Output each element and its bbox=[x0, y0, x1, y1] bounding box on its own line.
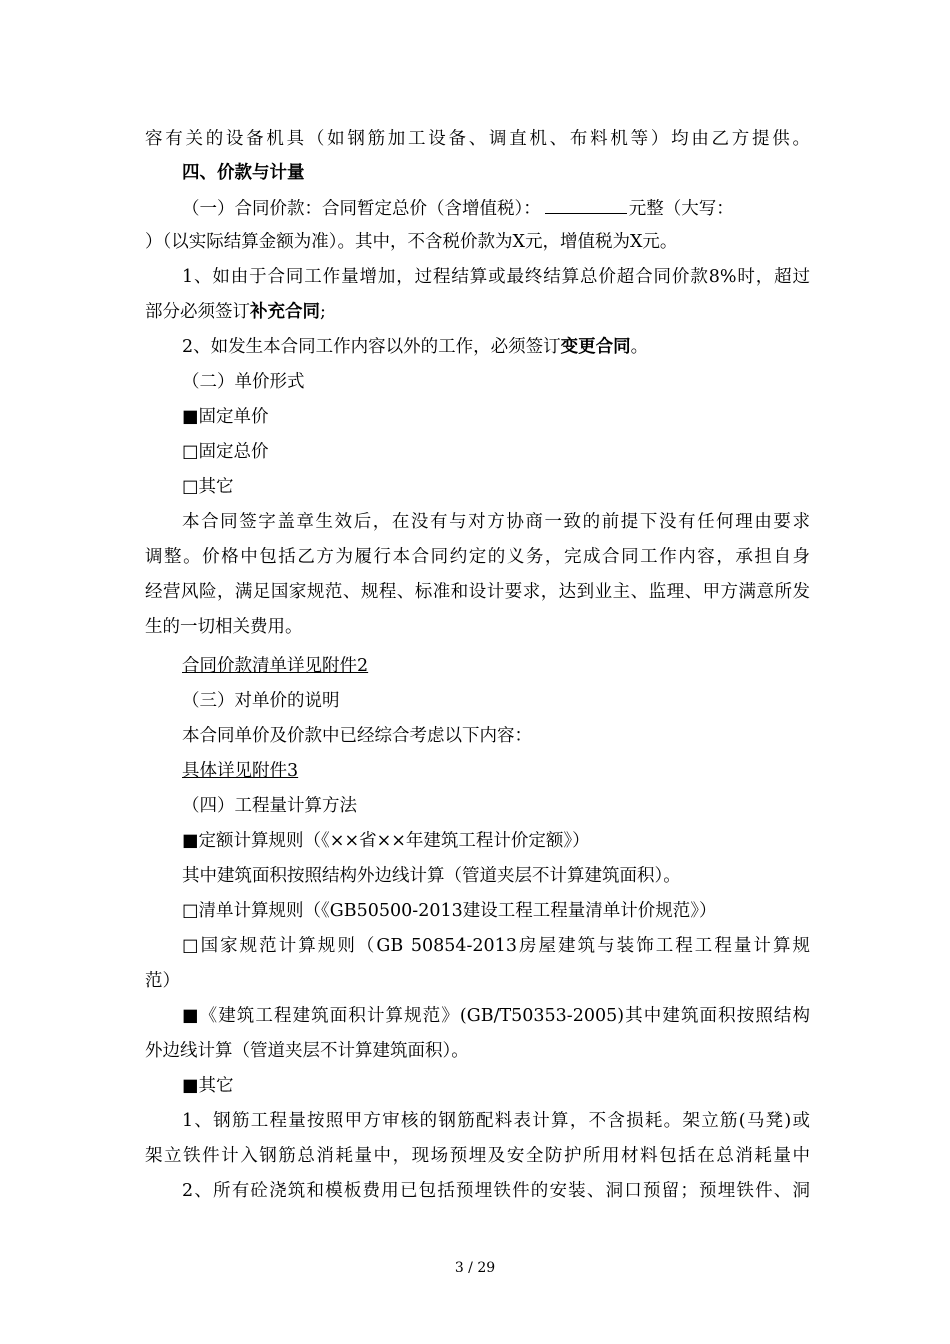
appendix-reference: 具体详见附件3 bbox=[182, 761, 299, 781]
checkbox-option-checked: ■《建筑工程建筑面积计算规范》(GB/T50353-2005)其中建筑面积按照结构 bbox=[182, 1006, 810, 1026]
section-heading: 四、价款与计量 bbox=[182, 163, 305, 183]
appendix-reference: 合同价款清单详见附件2 bbox=[182, 656, 369, 676]
text-line: 2、所有砼浇筑和模板费用已包括预埋铁件的安装、洞口预留；预埋铁件、洞 bbox=[182, 1181, 810, 1201]
checkbox-option: □其它 bbox=[182, 477, 234, 497]
text-line: 调整。价格中包括乙方为履行本合同约定的义务，完成合同工作内容，承担自身 bbox=[145, 547, 810, 567]
text-line: 经营风险，满足国家规范、规程、标准和设计要求，达到业主、监理、甲方满意所发 bbox=[145, 582, 810, 602]
text-span: 部分必须签订 bbox=[145, 302, 250, 322]
text-line bbox=[145, 301, 810, 323]
text-line: ）（以实际结算金额为准）。其中，不含税价款为X元，增值税为X元。 bbox=[145, 232, 678, 252]
text-span: 。 bbox=[630, 337, 649, 357]
text-line: 生的一切相关费用。 bbox=[145, 617, 303, 637]
text-line bbox=[182, 336, 810, 358]
text-line: 容有关的设备机具（如钢筋加工设备、调直机、布料机等）均由乙方提供。 bbox=[145, 129, 810, 149]
contract-price-label: （一）合同价款：合同暂定总价（含增值税）： bbox=[182, 199, 541, 219]
text-line: 本合同单价及价款中已经综合考虑以下内容： bbox=[182, 726, 532, 746]
subsection-heading: （四）工程量计算方法 bbox=[182, 796, 357, 816]
bold-term: 补充合同 bbox=[250, 302, 320, 322]
checkbox-option-checked: ■其它 bbox=[182, 1076, 234, 1096]
text-line: 范） bbox=[145, 971, 180, 991]
checkbox-option: □固定总价 bbox=[182, 442, 269, 462]
subsection-heading: （二）单价形式 bbox=[182, 372, 305, 392]
bold-term: 变更合同 bbox=[560, 337, 631, 357]
checkbox-option-checked: ■定额计算规则（《××省××年建筑工程计价定额》） bbox=[182, 831, 590, 851]
subsection-heading: （三）对单价的说明 bbox=[182, 691, 340, 711]
text-span: 2、如发生本合同工作内容以外的工作，必须签订 bbox=[182, 337, 561, 357]
checkbox-option-checked: ■固定单价 bbox=[182, 407, 269, 427]
checkbox-option: □清单计算规则（《GB50500-2013建设工程工程量清单计价规范》） bbox=[182, 901, 717, 921]
text-line: 架立铁件计入钢筋总消耗量中，现场预埋及安全防护所用材料包括在总消耗量中 bbox=[145, 1146, 810, 1166]
text-span: ; bbox=[320, 302, 326, 322]
page-number: 3 / 29 bbox=[454, 1260, 496, 1276]
text-line: 其中建筑面积按照结构外边线计算（管道夹层不计算建筑面积）。 bbox=[182, 866, 681, 886]
text-line: 1、如由于合同工作量增加，过程结算或最终结算总价超合同价款8%时，超过 bbox=[182, 267, 810, 287]
contract-price-suffix: 元整（大写： bbox=[628, 199, 734, 219]
contract-price-line bbox=[182, 197, 810, 220]
text-line: 1、钢筋工程量按照甲方审核的钢筋配料表计算，不含损耗。架立筋(马凳)或 bbox=[182, 1111, 810, 1131]
price-blank-field bbox=[545, 197, 627, 214]
text-line: 本合同签字盖章生效后，在没有与对方协商一致的前提下没有任何理由要求 bbox=[182, 512, 810, 532]
checkbox-option: □国家规范计算规则（GB 50854-2013房屋建筑与装饰工程工程量计算规 bbox=[182, 936, 810, 956]
text-line: 外边线计算（管道夹层不计算建筑面积）。 bbox=[145, 1041, 469, 1061]
